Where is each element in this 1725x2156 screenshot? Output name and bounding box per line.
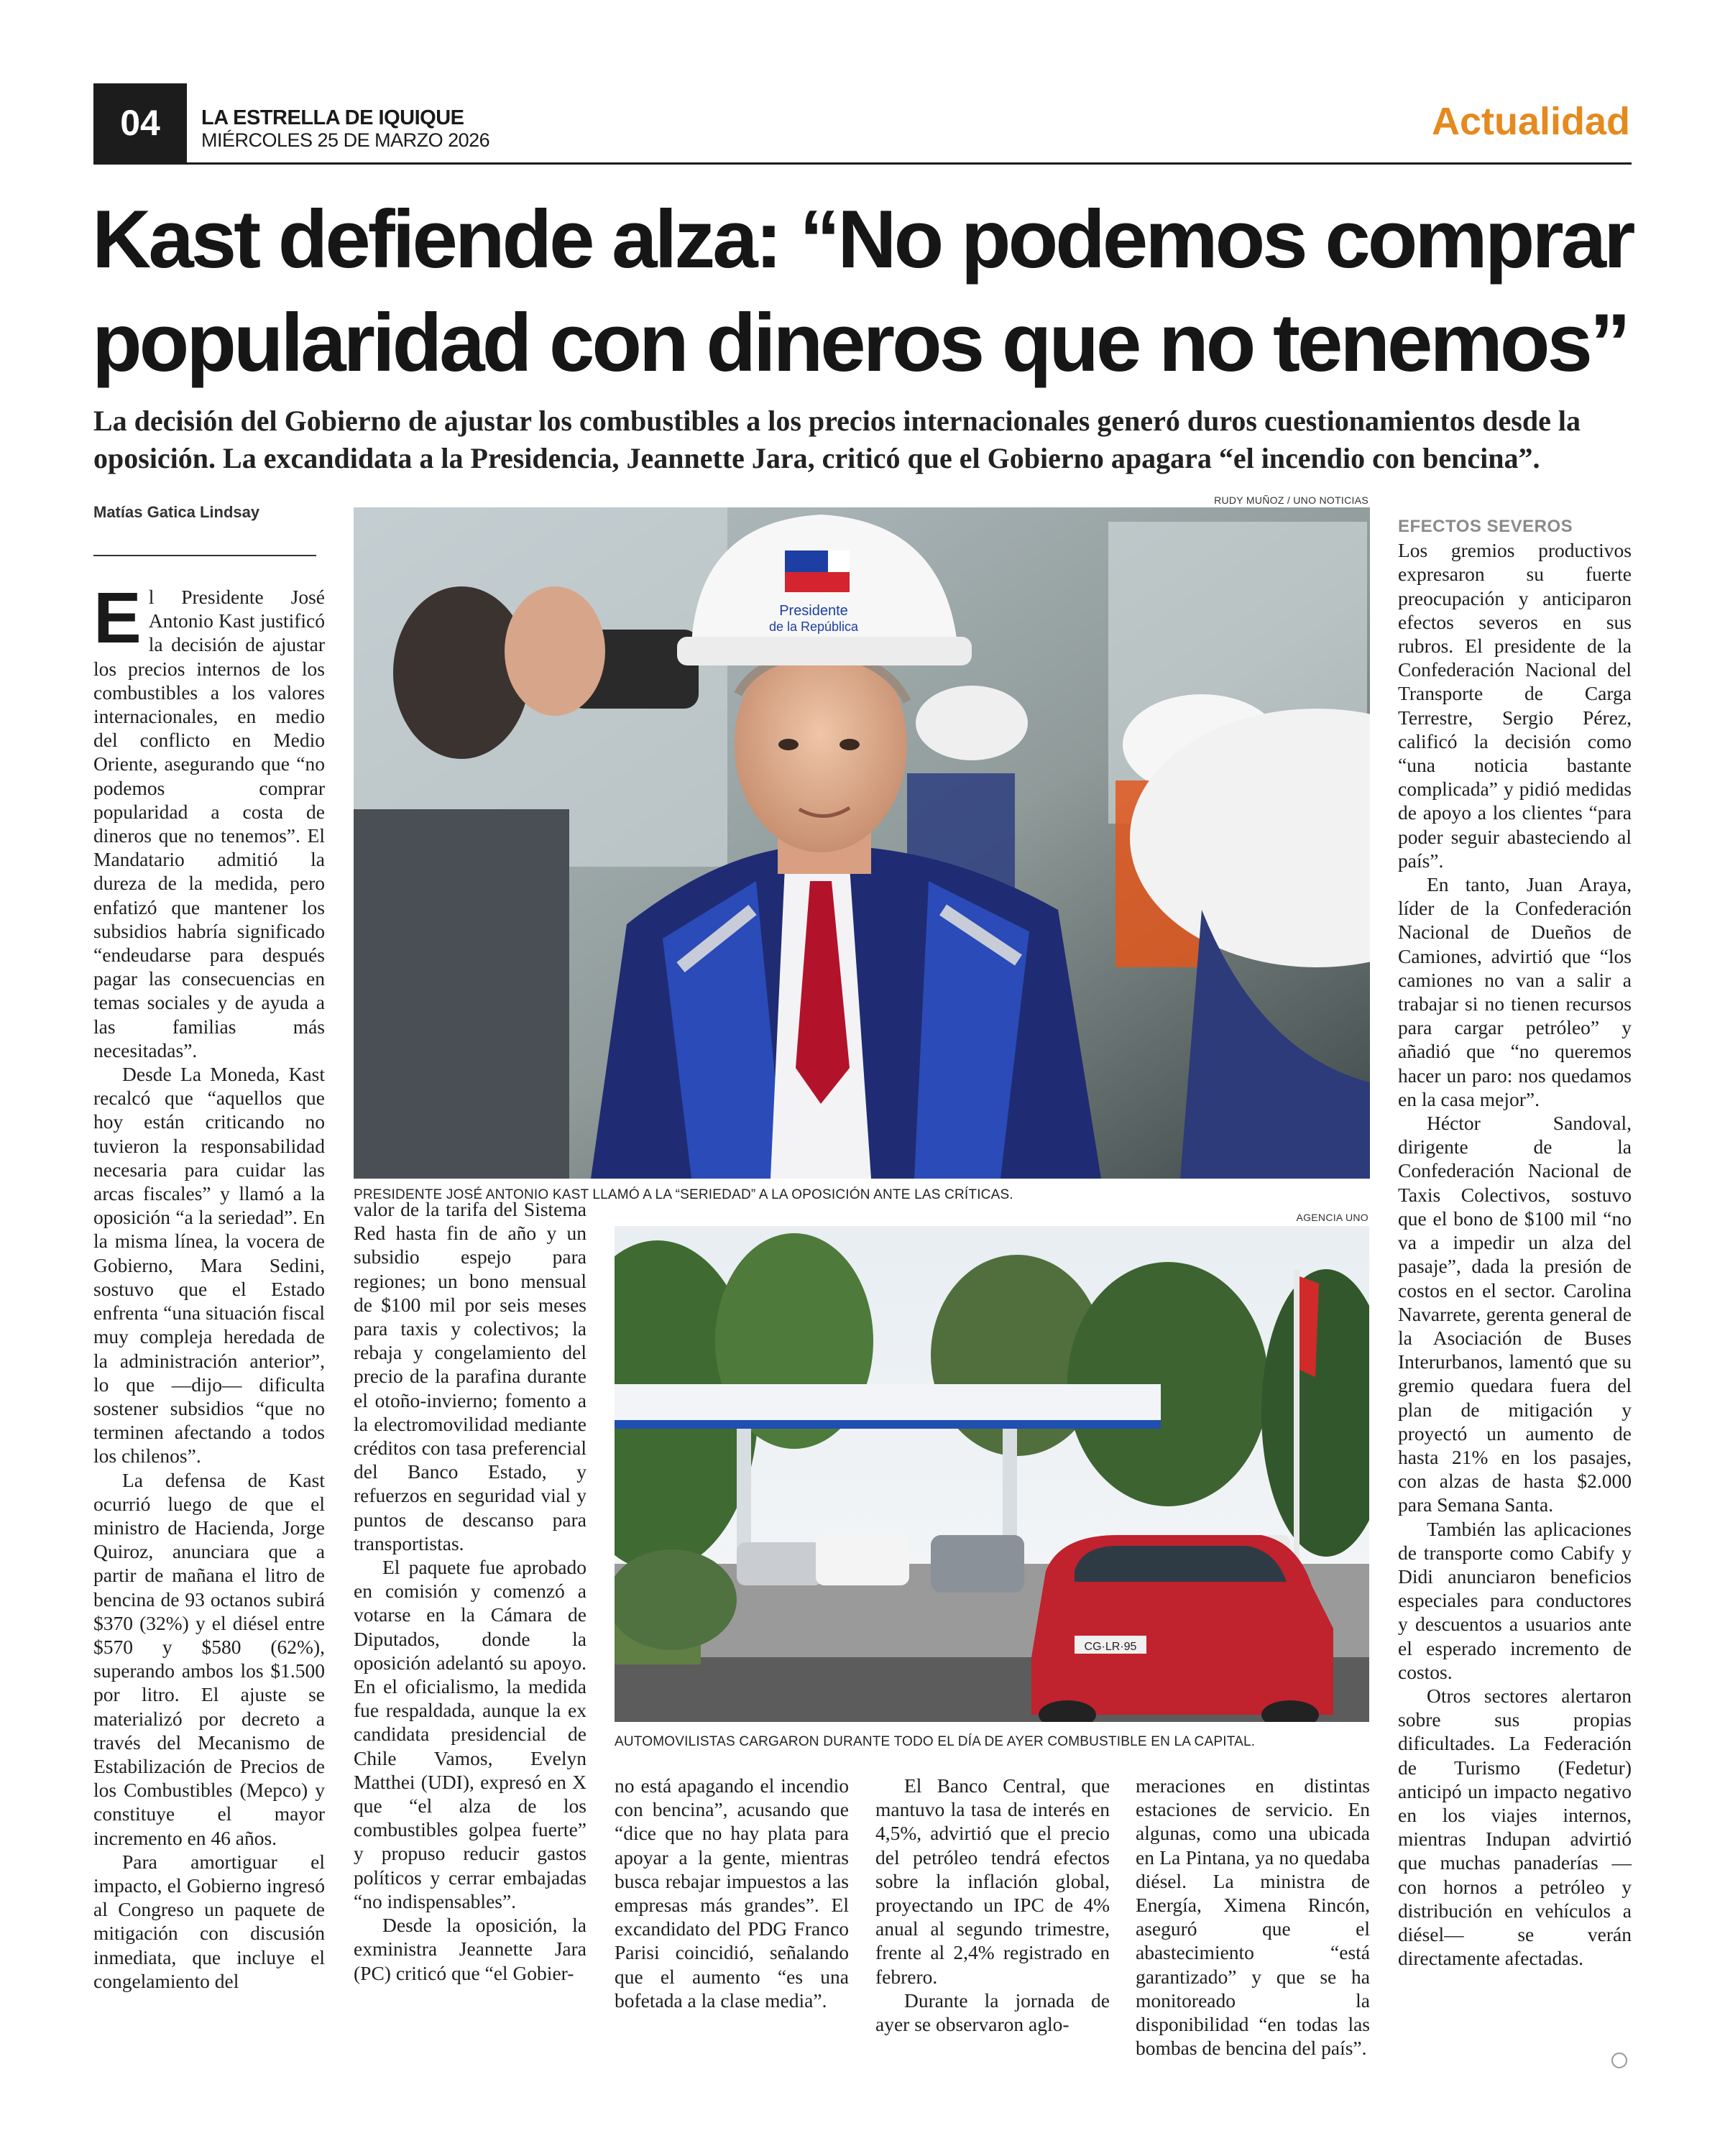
deck: La decisión del Gobierno de ajustar los combustibles a los precios internacionales generó duros cuestionamientos desde la oposición. La excandidata a la Presidencia, Jeannette Jara, criticó que el Gobierno apagara “el incendio con bencina”. xyxy=(93,405,1581,474)
paragraph: El Banco Central, que mantuvo la tasa de interés en 4,5%, advirtió que el precio del petróleo tendrá efectos sobre la inflación global, proyectando un IPC de 4% anual al segundo trimestre, frente al 2,4% registrado en febrero. xyxy=(875,1774,1110,1988)
photo-caption: AUTOMOVILISTAS CARGARON DURANTE TODO EL DÍA DE AYER COMBUSTIBLE EN LA CAPITAL. xyxy=(615,1734,1256,1749)
article-column-3 xyxy=(615,1774,849,2012)
byline: Matías Gatica Lindsay xyxy=(93,503,260,521)
paragraph: En tanto, Juan Araya, líder de la Confederación Nacional de Dueños de Camiones, advirtió que “los camiones no van a salir a trabajar si no tienen recursos para cargar petróleo” y añadió que “no queremos hacer un paro: nos quedamos en la casa mejor”. xyxy=(1398,873,1632,1110)
gas-station-illustration xyxy=(615,1226,1369,1722)
page-number: 04 xyxy=(93,83,187,162)
sidebar-subhead: EFECTOS SEVEROS xyxy=(1398,517,1573,536)
president-photo xyxy=(354,507,1370,1179)
paragraph: Desde La Moneda, Kast recalcó que “aquellos que hoy están criticando no tuvieron la responsabilidad necesaria para cuidar las arcas fiscales” y llamó a la oposición “a la seriedad”. En la misma línea, la vocera de Gobierno, Mara Sedini, sostuvo que el Estado enfrenta “una situación fiscal muy compleja heredada de la administración anterior”, lo que —dijo— dificulta sostener subsidios “que no terminen afectando a todos los chilenos”. xyxy=(93,1063,325,1468)
article-column-1 xyxy=(93,578,325,1993)
headline: Kast defiende alza: “No podemos comprar popularidad con dineros que no tenemos” xyxy=(92,194,1633,389)
article-column-4 xyxy=(875,1774,1110,2036)
paragraph: También las aplicaciones de transporte como Cabify y Didi anunciaron beneficios especiales para conductores y descuentos a usuarios ante el esperado incremento de costos. xyxy=(1398,1517,1632,1683)
sidebar-column xyxy=(1398,515,1632,1970)
byline-divider xyxy=(93,555,316,556)
paragraph: Para amortiguar el impacto, el Gobierno ingresó al Congreso un paquete de mitigación con discusión inmediata, que incluye el congelamiento del xyxy=(93,1850,325,1992)
paragraph: l Presidente José Antonio Kast justificó la decisión de ajustar los precios internos de los combustibles a los valores internacionales, en medio del conflicto en Medio Oriente, asegurando que “no podemos comprar popularidad a costa de dineros que no tenemos”. El Mandatario admitió la dureza de la medida, pero enfatizó que mantener los subsidios habría significado “endeudarse para después pagar las consecuencias en temas sociales y de ayuda a las familias más necesitadas”. xyxy=(93,586,325,1061)
paragraph: no está apagando el incendio con bencina”, acusando que “dice que no hay plata para apoyar a la gente, mientras busca rebajar impuestos a las empresas más grandes”. El excandidato del PDG Franco Parisi coincidió, señalando que el aumento “es una bofetada a la clase media”. xyxy=(615,1774,849,2012)
dropcap: E xyxy=(93,578,142,658)
paragraph: Los gremios productivos expresaron su fuerte preocupación y anticiparon efectos severos en sus rubros. El presidente de la Confederación Nacional del Transporte de Carga Terrestre, Sergio Pérez, calificó la decisión como “una noticia bastante complicada” y pidió medidas de apoyo a los clientes “para poder seguir abasteciendo al país”. xyxy=(1398,539,1632,872)
photo-credit: RUDY MUÑOZ / UNO NOTICIAS xyxy=(1214,494,1368,506)
paragraph: Desde la oposición, la exministra Jeannette Jara (PC) criticó que “el Gobier- xyxy=(354,1914,586,1984)
article-column-2 xyxy=(354,1197,586,1985)
header-rule xyxy=(93,162,1632,165)
president-illustration xyxy=(354,507,1370,1179)
end-of-article-icon xyxy=(1611,2053,1627,2068)
paragraph: Durante la jornada de ayer se observaron aglo- xyxy=(875,1989,1110,2036)
newspaper-name: LA ESTRELLA DE IQUIQUE xyxy=(201,106,464,129)
paragraph: El paquete fue aprobado en comisión y comenzó a votarse en la Cámara de Diputados, donde la oposición adelantó su apoyo. En el oficialismo, la medida fue respaldada, aunque la ex candidata presidencial de Chile Vamos, Evelyn Matthei (UDI), expresó en X que “el alza de los combustibles golpea fuerte” y propuso reducir gastos políticos y cerrar embajadas “no indispensables”. xyxy=(354,1556,586,1912)
paragraph: Otros sectores alertaron sobre sus propias dificultades. La Federación de Turismo (Fedetur) anticipó un impacto negativo en los viajes internos, mientras Indupan advirtió que muchas panaderías —con hornos a petróleo y distribución en vehículos a diésel— se verán directamente afectadas. xyxy=(1398,1684,1632,1970)
license-plate: CG·LR·95 xyxy=(1084,1641,1137,1653)
photo-credit: AGENCIA UNO xyxy=(1296,1212,1368,1223)
helmet-text-2: de la República xyxy=(768,619,859,634)
paragraph: La defensa de Kast ocurrió luego de que el ministro de Hacienda, Jorge Quiroz, anunciara que a partir de mañana el litro de bencina de 93 octanos subirá $370 (32%) y el diésel entre $570 y $580 (62%), superando ambos los $1.500 por litro. El ajuste se materializó por decreto a través del Mecanismo de Estabilización de Precios de los Combustibles (Mepco) y constituye el mayor incremento en 46 años. xyxy=(93,1468,325,1849)
gas-station-photo xyxy=(615,1226,1369,1722)
paragraph: Héctor Sandoval, dirigente de la Confederación Nacional de Taxis Colectivos, sostuvo que el bono de $100 mil “no va a impedir un alza del pasaje”, dada la presión de costos en el sector. Carolina Navarrete, gerenta general de la Asociación de Buses Interurbanos, lamentó que su gremio quedara fuera del plan de mitigación y proyectó un aumento de hasta 21% en los pasajes, con alzas de hasta $2.000 para Semana Santa. xyxy=(1398,1112,1632,1516)
article-column-5 xyxy=(1136,1774,1370,2060)
section-label: Actualidad xyxy=(1431,100,1630,143)
paragraph: valor de la tarifa del Sistema Red hasta fin de año y un subsidio espejo para regiones; un bono mensual de $100 mil por seis meses para taxis y colectivos; la rebaja y congelamiento del precio de la parafina durante el otoño-invierno; fomento a la electromovilidad mediante créditos con tasa preferencial del Banco Estado, y refuerzos en seguridad vial y puntos de descanso para transportistas. xyxy=(354,1198,586,1554)
paragraph: meraciones en distintas estaciones de servicio. En algunas, como una ubicada en La Pintana, ya no quedaba diésel. La ministra de Energía, Ximena Rincón, aseguró que el abastecimiento “está garantizado” y que se ha monitoreado la disponibilidad “en todas las bombas de bencina del país”. xyxy=(1136,1774,1370,2060)
photo-caption: PRESIDENTE JOSÉ ANTONIO KAST LLAMÓ A LA “SERIEDAD” A LA OPOSICIÓN ANTE LAS CRÍTICAS. xyxy=(354,1187,1013,1202)
issue-date: MIÉRCOLES 25 DE MARZO 2026 xyxy=(201,129,490,151)
helmet-text-1: Presidente xyxy=(779,603,848,619)
